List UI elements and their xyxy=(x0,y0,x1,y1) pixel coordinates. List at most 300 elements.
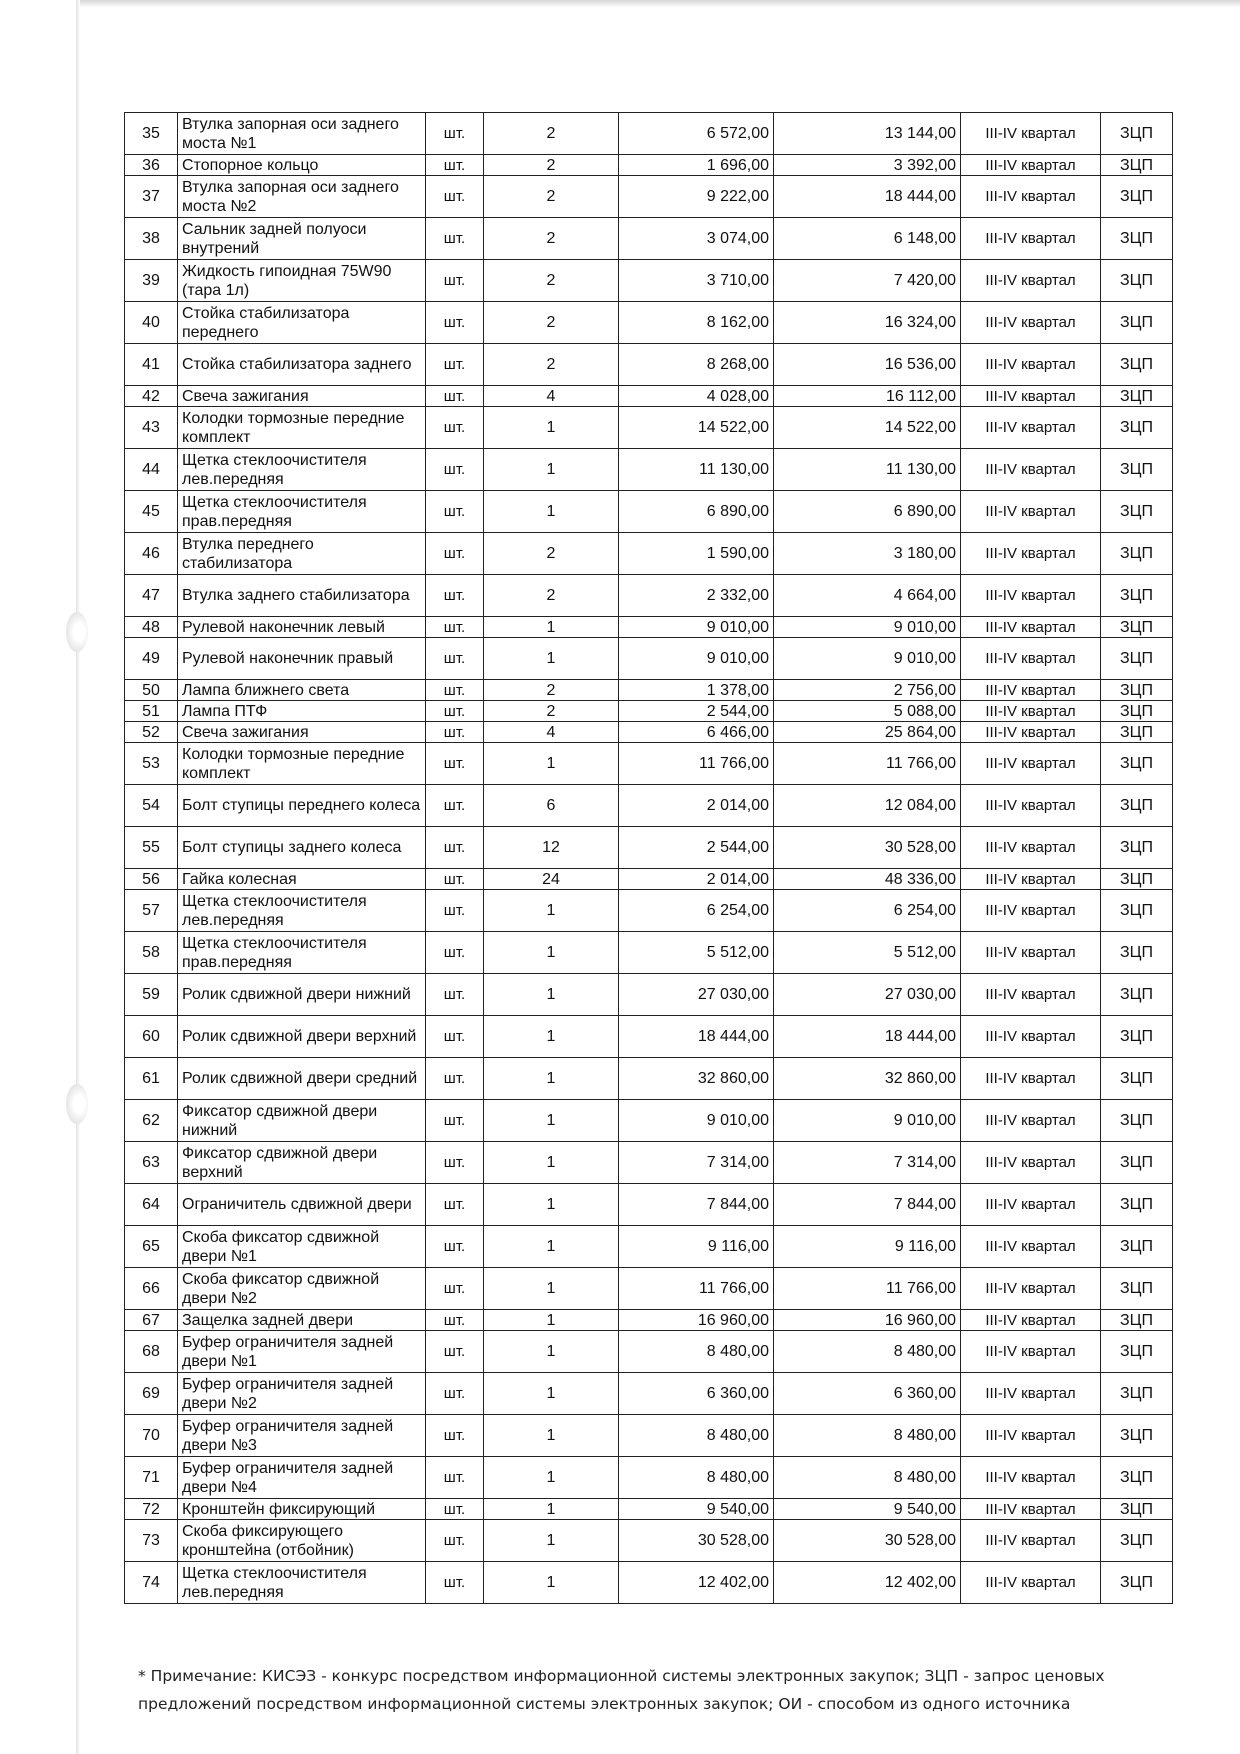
item-quantity: 2 xyxy=(484,575,619,617)
item-name: Щетка стеклоочистителя прав.передняя xyxy=(178,491,426,533)
row-number: 40 xyxy=(125,302,178,344)
item-name: Буфер ограничителя задней двери №3 xyxy=(178,1415,426,1457)
table-row xyxy=(125,638,1173,680)
item-name: Болт ступицы заднего колеса xyxy=(178,827,426,869)
item-period: III-IV квартал xyxy=(961,176,1101,218)
item-unit: шт. xyxy=(426,491,484,533)
item-unit-price: 1 590,00 xyxy=(619,533,774,575)
item-total: 25 864,00 xyxy=(774,722,961,743)
table-row xyxy=(125,1268,1173,1310)
item-period: III-IV квартал xyxy=(961,1100,1101,1142)
item-unit: шт. xyxy=(426,260,484,302)
row-number: 71 xyxy=(125,1457,178,1499)
item-period: III-IV квартал xyxy=(961,1520,1101,1562)
row-number: 35 xyxy=(125,113,178,155)
table-row xyxy=(125,1562,1173,1604)
item-total: 13 144,00 xyxy=(774,113,961,155)
item-total: 32 860,00 xyxy=(774,1058,961,1100)
item-total: 3 392,00 xyxy=(774,155,961,176)
item-quantity: 2 xyxy=(484,218,619,260)
item-period: III-IV квартал xyxy=(961,1457,1101,1499)
item-unit: шт. xyxy=(426,575,484,617)
item-unit: шт. xyxy=(426,701,484,722)
table-row xyxy=(125,1310,1173,1331)
item-name: Свеча зажигания xyxy=(178,722,426,743)
table-row xyxy=(125,1058,1173,1100)
item-quantity: 1 xyxy=(484,1100,619,1142)
item-name: Щетка стеклоочистителя лев.передняя xyxy=(178,1562,426,1604)
row-number: 55 xyxy=(125,827,178,869)
item-quantity: 2 xyxy=(484,701,619,722)
item-period: III-IV квартал xyxy=(961,1331,1101,1373)
table-row xyxy=(125,974,1173,1016)
items-table-body xyxy=(125,113,1173,1604)
item-name: Сальник задней полуоси внутрений xyxy=(178,218,426,260)
item-total: 12 402,00 xyxy=(774,1562,961,1604)
item-unit: шт. xyxy=(426,113,484,155)
item-period: III-IV квартал xyxy=(961,344,1101,386)
row-number: 70 xyxy=(125,1415,178,1457)
item-unit-price: 18 444,00 xyxy=(619,1016,774,1058)
item-unit-price: 8 480,00 xyxy=(619,1415,774,1457)
item-period: III-IV квартал xyxy=(961,722,1101,743)
item-procurement-method: ЗЦП xyxy=(1101,491,1173,533)
item-quantity: 1 xyxy=(484,449,619,491)
item-period: III-IV квартал xyxy=(961,155,1101,176)
item-unit-price: 8 480,00 xyxy=(619,1457,774,1499)
item-name: Ролик сдвижной двери верхний xyxy=(178,1016,426,1058)
item-name: Колодки тормозные передние комплект xyxy=(178,743,426,785)
row-number: 60 xyxy=(125,1016,178,1058)
item-name: Втулка переднего стабилизатора xyxy=(178,533,426,575)
item-unit: шт. xyxy=(426,1310,484,1331)
item-procurement-method: ЗЦП xyxy=(1101,155,1173,176)
item-period: III-IV квартал xyxy=(961,932,1101,974)
item-procurement-method: ЗЦП xyxy=(1101,1058,1173,1100)
table-row xyxy=(125,260,1173,302)
item-unit-price: 1 696,00 xyxy=(619,155,774,176)
item-name: Болт ступицы переднего колеса xyxy=(178,785,426,827)
row-number: 64 xyxy=(125,1184,178,1226)
item-unit: шт. xyxy=(426,1331,484,1373)
item-unit-price: 14 522,00 xyxy=(619,407,774,449)
table-row xyxy=(125,302,1173,344)
item-quantity: 1 xyxy=(484,1457,619,1499)
table-row xyxy=(125,1373,1173,1415)
item-quantity: 1 xyxy=(484,1142,619,1184)
item-name: Щетка стеклоочистителя лев.передняя xyxy=(178,890,426,932)
item-quantity: 12 xyxy=(484,827,619,869)
item-quantity: 2 xyxy=(484,344,619,386)
item-unit: шт. xyxy=(426,449,484,491)
item-procurement-method: ЗЦП xyxy=(1101,260,1173,302)
item-period: III-IV квартал xyxy=(961,1142,1101,1184)
row-number: 72 xyxy=(125,1499,178,1520)
table-row xyxy=(125,344,1173,386)
item-procurement-method: ЗЦП xyxy=(1101,974,1173,1016)
item-procurement-method: ЗЦП xyxy=(1101,302,1173,344)
item-period: III-IV квартал xyxy=(961,1058,1101,1100)
item-procurement-method: ЗЦП xyxy=(1101,575,1173,617)
item-name: Ограничитель сдвижной двери xyxy=(178,1184,426,1226)
row-number: 56 xyxy=(125,869,178,890)
item-period: III-IV квартал xyxy=(961,1226,1101,1268)
item-quantity: 1 xyxy=(484,1184,619,1226)
row-number: 58 xyxy=(125,932,178,974)
row-number: 43 xyxy=(125,407,178,449)
item-unit-price: 7 844,00 xyxy=(619,1184,774,1226)
row-number: 69 xyxy=(125,1373,178,1415)
item-total: 7 420,00 xyxy=(774,260,961,302)
item-unit: шт. xyxy=(426,932,484,974)
item-period: III-IV квартал xyxy=(961,638,1101,680)
item-name: Свеча зажигания xyxy=(178,386,426,407)
item-period: III-IV квартал xyxy=(961,974,1101,1016)
item-procurement-method: ЗЦП xyxy=(1101,827,1173,869)
table-row xyxy=(125,932,1173,974)
row-number: 74 xyxy=(125,1562,178,1604)
item-unit-price: 9 010,00 xyxy=(619,617,774,638)
item-unit: шт. xyxy=(426,1499,484,1520)
item-name: Лампа ближнего света xyxy=(178,680,426,701)
item-quantity: 1 xyxy=(484,1520,619,1562)
item-unit-price: 8 162,00 xyxy=(619,302,774,344)
item-total: 3 180,00 xyxy=(774,533,961,575)
item-name: Кронштейн фиксирующий xyxy=(178,1499,426,1520)
item-unit-price: 2 544,00 xyxy=(619,827,774,869)
row-number: 73 xyxy=(125,1520,178,1562)
item-total: 14 522,00 xyxy=(774,407,961,449)
item-name: Гайка колесная xyxy=(178,869,426,890)
item-name: Рулевой наконечник левый xyxy=(178,617,426,638)
item-period: III-IV квартал xyxy=(961,302,1101,344)
item-total: 16 960,00 xyxy=(774,1310,961,1331)
item-total: 11 766,00 xyxy=(774,1268,961,1310)
row-number: 50 xyxy=(125,680,178,701)
item-total: 18 444,00 xyxy=(774,1016,961,1058)
item-unit-price: 2 014,00 xyxy=(619,869,774,890)
table-row xyxy=(125,722,1173,743)
table-row xyxy=(125,1016,1173,1058)
item-quantity: 1 xyxy=(484,1415,619,1457)
item-procurement-method: ЗЦП xyxy=(1101,344,1173,386)
table-row xyxy=(125,1331,1173,1373)
table-row xyxy=(125,1142,1173,1184)
item-procurement-method: ЗЦП xyxy=(1101,1142,1173,1184)
item-total: 5 512,00 xyxy=(774,932,961,974)
item-unit-price: 2 544,00 xyxy=(619,701,774,722)
item-total: 6 360,00 xyxy=(774,1373,961,1415)
table-row xyxy=(125,890,1173,932)
item-total: 9 010,00 xyxy=(774,617,961,638)
table-row xyxy=(125,1100,1173,1142)
item-procurement-method: ЗЦП xyxy=(1101,1520,1173,1562)
item-total: 2 756,00 xyxy=(774,680,961,701)
item-period: III-IV квартал xyxy=(961,533,1101,575)
item-unit-price: 3 074,00 xyxy=(619,218,774,260)
table-row xyxy=(125,785,1173,827)
item-name: Ролик сдвижной двери средний xyxy=(178,1058,426,1100)
item-name: Фиксатор сдвижной двери верхний xyxy=(178,1142,426,1184)
item-name: Скоба фиксатор сдвижной двери №1 xyxy=(178,1226,426,1268)
item-period: III-IV квартал xyxy=(961,1016,1101,1058)
item-quantity: 1 xyxy=(484,638,619,680)
item-unit: шт. xyxy=(426,638,484,680)
item-period: III-IV квартал xyxy=(961,743,1101,785)
row-number: 65 xyxy=(125,1226,178,1268)
item-unit-price: 5 512,00 xyxy=(619,932,774,974)
item-quantity: 1 xyxy=(484,1373,619,1415)
row-number: 41 xyxy=(125,344,178,386)
item-unit-price: 1 378,00 xyxy=(619,680,774,701)
item-period: III-IV квартал xyxy=(961,701,1101,722)
item-unit: шт. xyxy=(426,1373,484,1415)
item-procurement-method: ЗЦП xyxy=(1101,218,1173,260)
table-row xyxy=(125,827,1173,869)
punch-hole-lower xyxy=(66,1084,88,1124)
item-procurement-method: ЗЦП xyxy=(1101,617,1173,638)
item-unit: шт. xyxy=(426,722,484,743)
item-total: 8 480,00 xyxy=(774,1457,961,1499)
row-number: 54 xyxy=(125,785,178,827)
item-name: Втулка заднего стабилизатора xyxy=(178,575,426,617)
item-unit-price: 8 480,00 xyxy=(619,1331,774,1373)
table-row xyxy=(125,1457,1173,1499)
item-unit-price: 9 540,00 xyxy=(619,1499,774,1520)
table-row xyxy=(125,386,1173,407)
row-number: 53 xyxy=(125,743,178,785)
item-quantity: 4 xyxy=(484,722,619,743)
item-procurement-method: ЗЦП xyxy=(1101,638,1173,680)
item-quantity: 4 xyxy=(484,386,619,407)
item-unit-price: 2 014,00 xyxy=(619,785,774,827)
item-quantity: 2 xyxy=(484,113,619,155)
item-total: 27 030,00 xyxy=(774,974,961,1016)
item-procurement-method: ЗЦП xyxy=(1101,701,1173,722)
punch-hole-upper xyxy=(66,612,88,652)
row-number: 67 xyxy=(125,1310,178,1331)
item-period: III-IV квартал xyxy=(961,1562,1101,1604)
item-quantity: 1 xyxy=(484,1499,619,1520)
item-total: 30 528,00 xyxy=(774,1520,961,1562)
item-procurement-method: ЗЦП xyxy=(1101,449,1173,491)
table-row xyxy=(125,491,1173,533)
item-unit: шт. xyxy=(426,218,484,260)
item-unit: шт. xyxy=(426,1520,484,1562)
item-name: Стопорное кольцо xyxy=(178,155,426,176)
item-name: Жидкость гипоидная 75W90 (тара 1л) xyxy=(178,260,426,302)
item-unit-price: 6 254,00 xyxy=(619,890,774,932)
item-unit: шт. xyxy=(426,386,484,407)
row-number: 38 xyxy=(125,218,178,260)
item-procurement-method: ЗЦП xyxy=(1101,386,1173,407)
scan-edge-top xyxy=(80,0,1240,8)
item-unit-price: 6 466,00 xyxy=(619,722,774,743)
item-total: 18 444,00 xyxy=(774,176,961,218)
item-procurement-method: ЗЦП xyxy=(1101,1373,1173,1415)
item-unit: шт. xyxy=(426,533,484,575)
item-quantity: 1 xyxy=(484,1268,619,1310)
table-row xyxy=(125,1226,1173,1268)
item-quantity: 2 xyxy=(484,260,619,302)
item-name: Втулка запорная оси заднего моста №1 xyxy=(178,113,426,155)
item-procurement-method: ЗЦП xyxy=(1101,932,1173,974)
item-total: 48 336,00 xyxy=(774,869,961,890)
item-unit: шт. xyxy=(426,743,484,785)
item-name: Скоба фиксирующего кронштейна (отбойник) xyxy=(178,1520,426,1562)
item-period: III-IV квартал xyxy=(961,1415,1101,1457)
item-period: III-IV квартал xyxy=(961,617,1101,638)
item-procurement-method: ЗЦП xyxy=(1101,1268,1173,1310)
item-total: 4 664,00 xyxy=(774,575,961,617)
item-quantity: 1 xyxy=(484,407,619,449)
item-unit: шт. xyxy=(426,1415,484,1457)
item-quantity: 1 xyxy=(484,491,619,533)
item-name: Буфер ограничителя задней двери №4 xyxy=(178,1457,426,1499)
item-procurement-method: ЗЦП xyxy=(1101,533,1173,575)
item-quantity: 2 xyxy=(484,533,619,575)
item-total: 8 480,00 xyxy=(774,1331,961,1373)
item-unit-price: 27 030,00 xyxy=(619,974,774,1016)
item-period: III-IV квартал xyxy=(961,890,1101,932)
item-total: 8 480,00 xyxy=(774,1415,961,1457)
item-name: Стойка стабилизатора переднего xyxy=(178,302,426,344)
item-procurement-method: ЗЦП xyxy=(1101,785,1173,827)
item-unit: шт. xyxy=(426,176,484,218)
row-number: 68 xyxy=(125,1331,178,1373)
item-quantity: 1 xyxy=(484,890,619,932)
item-quantity: 1 xyxy=(484,1058,619,1100)
table-row xyxy=(125,1520,1173,1562)
row-number: 37 xyxy=(125,176,178,218)
item-quantity: 1 xyxy=(484,617,619,638)
item-unit: шт. xyxy=(426,1457,484,1499)
item-unit: шт. xyxy=(426,407,484,449)
item-unit-price: 4 028,00 xyxy=(619,386,774,407)
item-unit: шт. xyxy=(426,302,484,344)
table-row xyxy=(125,407,1173,449)
row-number: 51 xyxy=(125,701,178,722)
item-procurement-method: ЗЦП xyxy=(1101,1457,1173,1499)
item-period: III-IV квартал xyxy=(961,1373,1101,1415)
item-unit: шт. xyxy=(426,785,484,827)
item-quantity: 1 xyxy=(484,1562,619,1604)
item-total: 16 324,00 xyxy=(774,302,961,344)
item-unit-price: 12 402,00 xyxy=(619,1562,774,1604)
item-name: Ролик сдвижной двери нижний xyxy=(178,974,426,1016)
row-number: 44 xyxy=(125,449,178,491)
item-quantity: 2 xyxy=(484,680,619,701)
item-unit-price: 7 314,00 xyxy=(619,1142,774,1184)
item-unit-price: 16 960,00 xyxy=(619,1310,774,1331)
item-unit-price: 9 010,00 xyxy=(619,638,774,680)
row-number: 48 xyxy=(125,617,178,638)
item-period: III-IV квартал xyxy=(961,575,1101,617)
item-quantity: 24 xyxy=(484,869,619,890)
row-number: 39 xyxy=(125,260,178,302)
item-procurement-method: ЗЦП xyxy=(1101,1499,1173,1520)
item-procurement-method: ЗЦП xyxy=(1101,1184,1173,1226)
item-unit: шт. xyxy=(426,155,484,176)
item-unit-price: 11 766,00 xyxy=(619,1268,774,1310)
row-number: 49 xyxy=(125,638,178,680)
item-name: Буфер ограничителя задней двери №2 xyxy=(178,1373,426,1415)
item-quantity: 1 xyxy=(484,1226,619,1268)
item-total: 6 254,00 xyxy=(774,890,961,932)
table-row xyxy=(125,680,1173,701)
item-total: 11 766,00 xyxy=(774,743,961,785)
item-unit-price: 8 268,00 xyxy=(619,344,774,386)
item-unit: шт. xyxy=(426,1058,484,1100)
item-procurement-method: ЗЦП xyxy=(1101,113,1173,155)
item-total: 9 540,00 xyxy=(774,1499,961,1520)
item-procurement-method: ЗЦП xyxy=(1101,890,1173,932)
item-unit-price: 2 332,00 xyxy=(619,575,774,617)
item-procurement-method: ЗЦП xyxy=(1101,1562,1173,1604)
row-number: 61 xyxy=(125,1058,178,1100)
procurement-items-table xyxy=(124,112,1173,1604)
item-name: Щетка стеклоочистителя лев.передняя xyxy=(178,449,426,491)
scan-edge-left xyxy=(76,0,80,1754)
row-number: 45 xyxy=(125,491,178,533)
item-unit: шт. xyxy=(426,617,484,638)
item-procurement-method: ЗЦП xyxy=(1101,1226,1173,1268)
row-number: 63 xyxy=(125,1142,178,1184)
item-period: III-IV квартал xyxy=(961,869,1101,890)
item-procurement-method: ЗЦП xyxy=(1101,1100,1173,1142)
item-unit-price: 32 860,00 xyxy=(619,1058,774,1100)
item-unit-price: 6 360,00 xyxy=(619,1373,774,1415)
item-unit: шт. xyxy=(426,1184,484,1226)
table-row xyxy=(125,1415,1173,1457)
item-total: 11 130,00 xyxy=(774,449,961,491)
item-quantity: 2 xyxy=(484,176,619,218)
item-quantity: 6 xyxy=(484,785,619,827)
item-unit: шт. xyxy=(426,1142,484,1184)
table-row xyxy=(125,869,1173,890)
row-number: 47 xyxy=(125,575,178,617)
row-number: 46 xyxy=(125,533,178,575)
table-row xyxy=(125,701,1173,722)
item-total: 16 536,00 xyxy=(774,344,961,386)
item-unit-price: 3 710,00 xyxy=(619,260,774,302)
item-period: III-IV квартал xyxy=(961,386,1101,407)
table-row xyxy=(125,449,1173,491)
item-unit: шт. xyxy=(426,1016,484,1058)
footnote-legend: * Примечание: КИСЭЗ - конкурс посредством информационной системы электронных закупок; ЗЦП - запрос ценовых предложений посредством информационной системы электронных закупок; ОИ - способом из одного источника xyxy=(138,1667,1105,1713)
item-total: 5 088,00 xyxy=(774,701,961,722)
item-unit: шт. xyxy=(426,890,484,932)
item-unit: шт. xyxy=(426,827,484,869)
item-procurement-method: ЗЦП xyxy=(1101,1415,1173,1457)
item-period: III-IV квартал xyxy=(961,1268,1101,1310)
table-row xyxy=(125,155,1173,176)
item-procurement-method: ЗЦП xyxy=(1101,407,1173,449)
item-unit: шт. xyxy=(426,1100,484,1142)
row-number: 59 xyxy=(125,974,178,1016)
item-period: III-IV квартал xyxy=(961,260,1101,302)
item-procurement-method: ЗЦП xyxy=(1101,176,1173,218)
table-row xyxy=(125,218,1173,260)
item-quantity: 1 xyxy=(484,974,619,1016)
item-unit: шт. xyxy=(426,869,484,890)
row-number: 57 xyxy=(125,890,178,932)
item-quantity: 2 xyxy=(484,302,619,344)
row-number: 66 xyxy=(125,1268,178,1310)
table-row xyxy=(125,113,1173,155)
item-name: Скоба фиксатор сдвижной двери №2 xyxy=(178,1268,426,1310)
item-total: 9 010,00 xyxy=(774,1100,961,1142)
